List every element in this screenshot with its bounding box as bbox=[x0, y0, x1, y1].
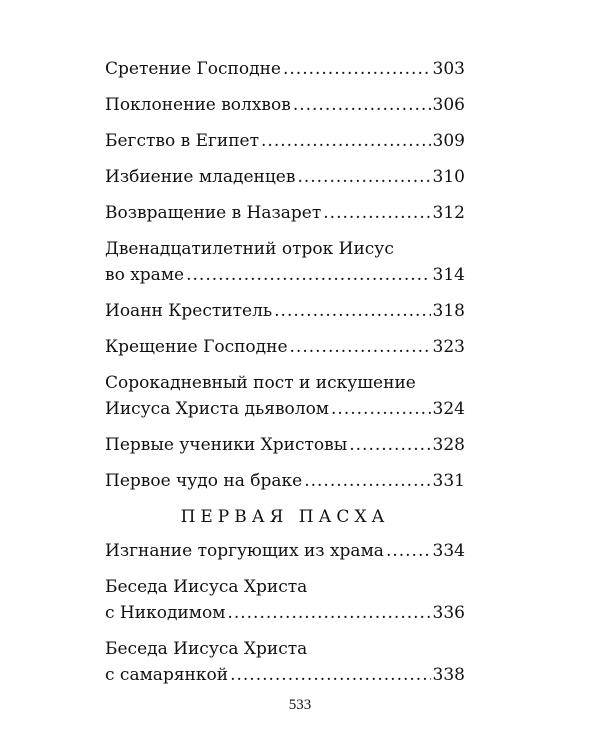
toc-entry-last-line bbox=[105, 128, 465, 154]
toc-entry-page-number: 310 bbox=[432, 167, 465, 187]
toc-entry-page-number: 338 bbox=[432, 665, 465, 685]
toc-entry-page-number: 328 bbox=[432, 435, 465, 455]
toc-entry-last-line bbox=[105, 56, 465, 82]
toc-entry-page-number: 324 bbox=[432, 399, 465, 419]
toc-entry bbox=[105, 200, 465, 226]
toc-entry-last-line bbox=[105, 298, 465, 324]
toc-entry-last-line bbox=[105, 538, 465, 564]
dot-leader bbox=[349, 432, 430, 458]
toc-group-before-section bbox=[105, 56, 465, 494]
toc-entry-title-line: Первые ученики Христовы bbox=[105, 435, 348, 455]
dot-leader bbox=[186, 262, 430, 288]
dot-leader bbox=[283, 56, 431, 82]
toc-entry bbox=[105, 334, 465, 360]
page-number: 533 bbox=[288, 697, 312, 713]
toc-entry-title-line: Беседа Иисуса Христа bbox=[105, 577, 308, 597]
toc-entry-page-number: 309 bbox=[432, 131, 465, 151]
toc-entry bbox=[105, 538, 465, 564]
toc-entry-title-line: Бегство в Египет bbox=[105, 131, 260, 151]
toc-entry-title-line: с Никодимом bbox=[105, 603, 226, 623]
toc-entry-title-line: Поклонение волхвов bbox=[105, 95, 291, 115]
toc-entry-page-number: 318 bbox=[432, 301, 465, 321]
toc-entry bbox=[105, 574, 465, 626]
dot-leader bbox=[274, 298, 430, 324]
toc-entry-page-number: 303 bbox=[432, 59, 465, 79]
toc-entry-last-line bbox=[105, 262, 465, 288]
toc-entry-title-line: с самарянкой bbox=[105, 665, 229, 685]
toc-entry-page-number: 306 bbox=[432, 95, 465, 115]
toc-entry-title-line: Крещение Господне bbox=[105, 337, 288, 357]
toc-entry-last-line bbox=[105, 200, 465, 226]
toc-entry bbox=[105, 92, 465, 118]
dot-leader bbox=[230, 662, 430, 688]
toc-entry-last-line bbox=[105, 468, 465, 494]
toc-entry-page-number: 312 bbox=[432, 203, 465, 223]
dot-leader bbox=[323, 200, 430, 226]
toc-entry-title-line: Иисуса Христа дьяволом bbox=[105, 399, 330, 419]
toc-entry-title-line: Избиение младенцев bbox=[105, 167, 296, 187]
toc-entry-last-line bbox=[105, 92, 465, 118]
toc-group-after-section bbox=[105, 538, 465, 688]
toc-entry-page-number: 314 bbox=[432, 265, 465, 285]
toc-entry-last-line bbox=[105, 662, 465, 688]
toc-entry-page-number: 336 bbox=[432, 603, 465, 623]
toc-entry-title-line: Сорокадневный пост и искушение bbox=[105, 373, 416, 393]
toc-entry-last-line bbox=[105, 600, 465, 626]
toc-entry-last-line bbox=[105, 164, 465, 190]
dot-leader bbox=[293, 92, 431, 118]
dot-leader bbox=[290, 334, 431, 360]
toc-entry-title-line: во храме bbox=[105, 265, 185, 285]
dot-leader bbox=[261, 128, 431, 154]
toc-entry bbox=[105, 432, 465, 458]
toc-entry bbox=[105, 164, 465, 190]
dot-leader bbox=[304, 468, 430, 494]
toc-entry bbox=[105, 370, 465, 422]
toc-entry-page-number: 331 bbox=[432, 471, 465, 491]
toc-entry bbox=[105, 128, 465, 154]
toc-entry bbox=[105, 56, 465, 82]
toc-entry-page-number: 323 bbox=[432, 337, 465, 357]
toc-entry-last-line bbox=[105, 432, 465, 458]
table-of-contents bbox=[105, 56, 465, 698]
dot-leader bbox=[331, 396, 431, 422]
toc-entry bbox=[105, 236, 465, 288]
toc-entry-title-line: Сретение Господне bbox=[105, 59, 281, 79]
toc-entry-last-line bbox=[105, 334, 465, 360]
dot-leader bbox=[227, 600, 430, 626]
toc-entry-title-line: Иоанн Креститель bbox=[105, 301, 273, 321]
section-heading: ПЕРВАЯ ПАСХА bbox=[180, 507, 390, 527]
dot-leader bbox=[297, 164, 430, 190]
toc-entry-title-line: Изгнание торгующих из храма bbox=[105, 541, 384, 561]
dot-leader bbox=[386, 538, 431, 564]
toc-entry bbox=[105, 468, 465, 494]
toc-entry-title-line: Возвращение в Назарет bbox=[105, 203, 322, 223]
toc-entry-page-number: 334 bbox=[432, 541, 465, 561]
toc-entry-last-line bbox=[105, 396, 465, 422]
toc-entry-title-line: Двенадцатилетний отрок Иисус bbox=[105, 239, 394, 259]
toc-entry bbox=[105, 636, 465, 688]
toc-entry-title-line: Беседа Иисуса Христа bbox=[105, 639, 308, 659]
toc-entry bbox=[105, 298, 465, 324]
toc-entry-title-line: Первое чудо на браке bbox=[105, 471, 303, 491]
